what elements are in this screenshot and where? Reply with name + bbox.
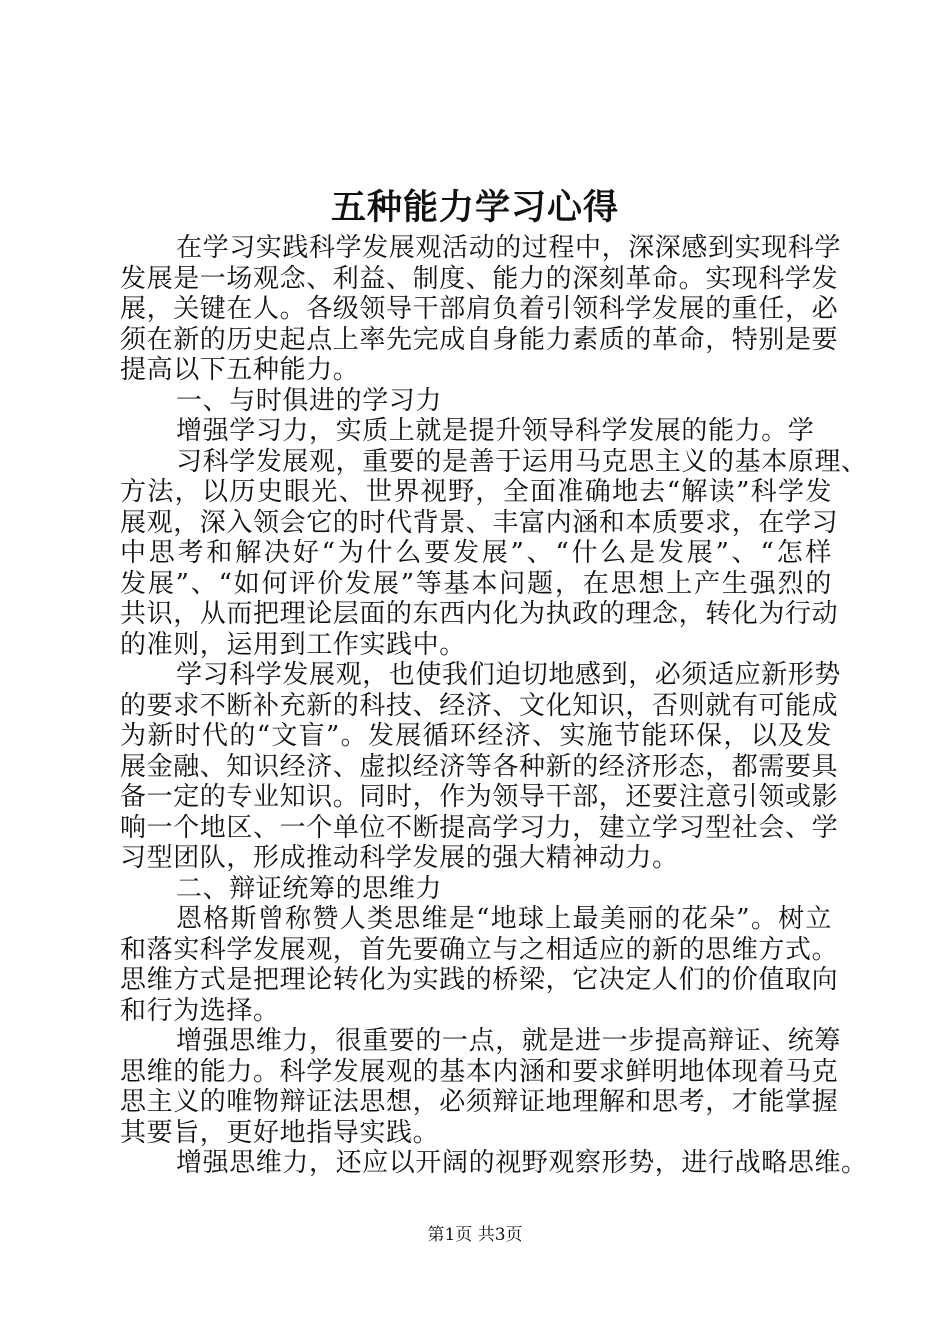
text-line: 发展是一场观念、利益、制度、能力的深刻革命。实现科学发	[120, 263, 839, 294]
text-line: 展，关键在人。各级领导干部肩负着引领科学发展的重任，必	[120, 294, 839, 324]
text-line: 习型团队，形成推动科学发展的强大精神动力。	[120, 843, 679, 873]
text-line: 增强学习力，实质上就是提升领导科学发展的能力。学	[176, 416, 815, 446]
section-heading: 二、辩证统筹的思维力	[176, 873, 443, 904]
text-line: 为新时代的“文盲”。发展循环经济、实施节能环保，以及发	[120, 721, 832, 751]
text-line: 发展”、“如何评价发展”等基本问题，在思想上产生强烈的	[120, 568, 832, 599]
text-line: 思主义的唯物辩证法思想，必须辩证地理解和思考，才能掌握	[120, 1087, 839, 1117]
text-line: 和落实科学发展观，首先要确立与之相适应的新的思维方式。	[120, 934, 839, 965]
text-line: 和行为选择。	[120, 995, 280, 1026]
text-line: 备一定的专业知识。同时，作为领导干部，还要注意引领或影	[120, 782, 839, 812]
text-line: 展金融、知识经济、虚拟经济等各种新的经济形态，都需要具	[120, 751, 839, 782]
text-line: 中思考和解决好“为什么要发展”、“什么是发展”、“怎样	[120, 538, 832, 568]
text-line: 习科学发展观，重要的是善于运用马克思主义的基本原理、	[176, 446, 868, 477]
text-line: 学习科学发展观，也使我们迫切地感到，必须适应新形势	[176, 660, 842, 690]
text-line: 方法，以历史眼光、世界视野，全面准确地去“解读”科学发	[120, 477, 832, 507]
text-line: 思维方式是把理论转化为实践的桥梁，它决定人们的价值取向	[120, 965, 839, 995]
text-line: 提高以下五种能力。	[120, 355, 360, 385]
text-line: 响一个地区、一个单位不断提高学习力，建立学习型社会、学	[120, 812, 839, 843]
text-line: 的准则，运用到工作实践中。	[120, 629, 466, 660]
text-line: 恩格斯曾称赞人类思维是“地球上最美丽的花朵”。树立	[176, 904, 832, 934]
document-title: 五种能力学习心得	[330, 187, 619, 228]
text-line: 思维的能力。科学发展观的基本内涵和要求鲜明地体现着马克	[120, 1056, 839, 1087]
text-line: 增强思维力，很重要的一点，就是进一步提高辩证、统筹	[176, 1026, 842, 1056]
section-heading: 一、与时俱进的学习力	[176, 385, 443, 416]
text-line: 展观，深入领会它的时代背景、丰富内涵和本质要求，在学习	[120, 507, 839, 538]
text-line: 其要旨，更好地指导实践。	[120, 1117, 440, 1148]
page-footer: 第1页 共3页	[427, 1225, 523, 1245]
text-line: 在学习实践科学发展观活动的过程中，深深感到实现科学	[176, 233, 842, 263]
text-line: 须在新的历史起点上率先完成自身能力素质的革命，特别是要	[120, 324, 839, 355]
text-line: 的要求不断补充新的科技、经济、文化知识，否则就有可能成	[120, 690, 839, 721]
text-line: 共识，从而把理论层面的东西内化为执政的理念，转化为行动	[120, 599, 839, 629]
document-body	[120, 233, 868, 1179]
text-line: 增强思维力，还应以开阔的视野观察形势，进行战略思维。	[176, 1148, 868, 1178]
